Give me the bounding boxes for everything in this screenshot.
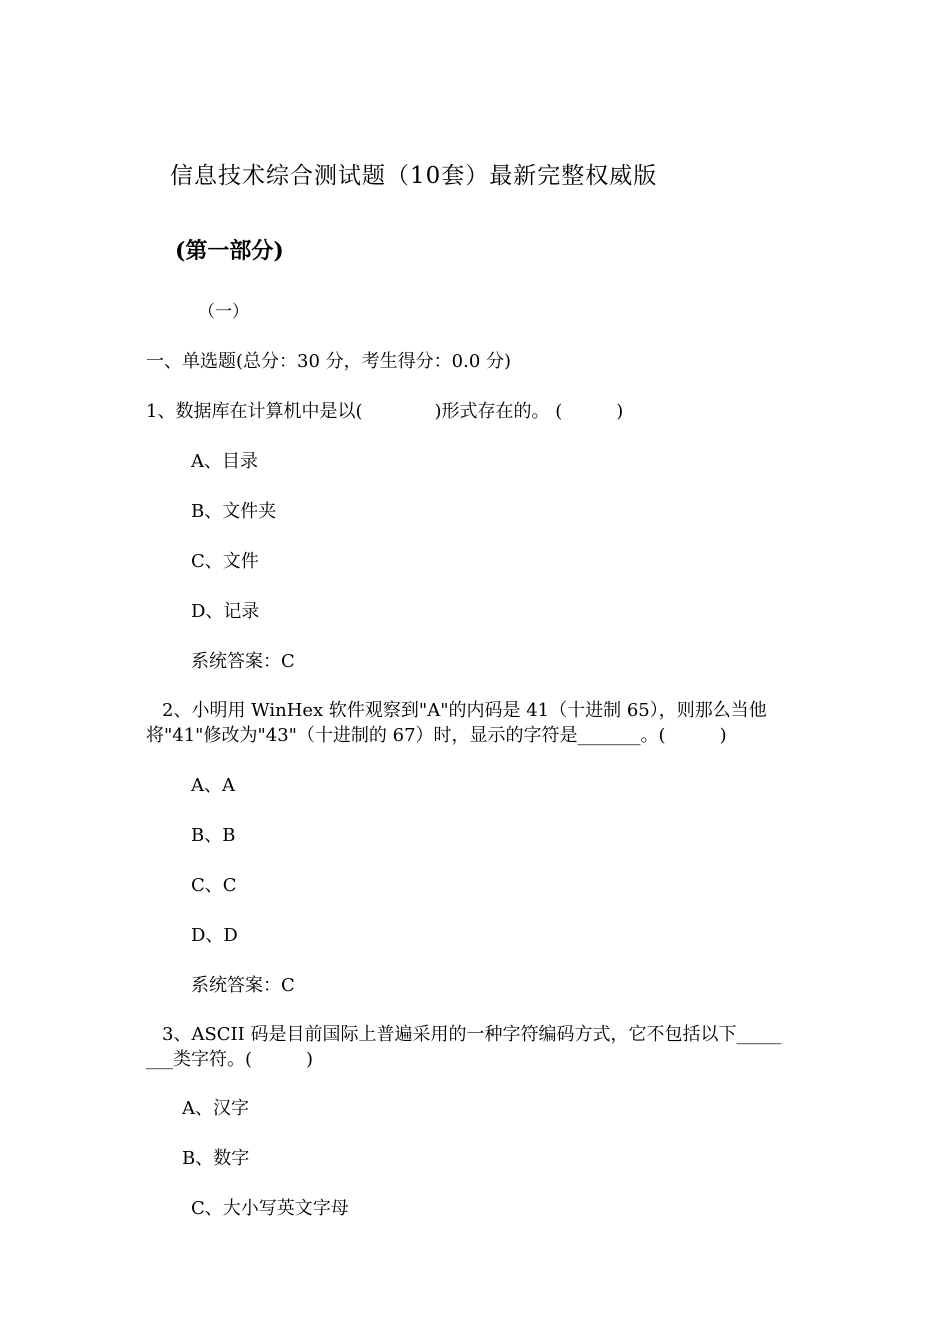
question-2-option-d: D、D	[191, 925, 238, 946]
question-2-option-b: B、B	[191, 825, 236, 846]
question-1-option-c: C、文件	[191, 551, 259, 572]
question-3-stem-line-1: 3、ASCII 码是目前国际上普遍采用的一种字符编码方式，它不包括以下_____	[162, 1024, 782, 1045]
question-1-option-d: D、记录	[191, 601, 260, 622]
question-1-option-b: B、文件夹	[191, 501, 277, 522]
part-heading: (第一部分)	[175, 238, 284, 264]
question-2-stem-line-2: 将"41"修改为"43"（十进制的 67）时，显示的字符是_______。( )	[146, 725, 727, 746]
question-3-stem-line-2: ___类字符。( )	[146, 1049, 314, 1070]
question-1-stem: 1、数据库在计算机中是以( )形式存在的。 ( )	[146, 401, 624, 422]
question-2-option-a: A、A	[191, 775, 235, 796]
question-3-option-a: A、汉字	[182, 1098, 249, 1119]
question-2-stem-line-1: 2、小明用 WinHex 软件观察到"A"的内码是 41（十进制 65），则那么当他	[162, 700, 767, 721]
question-2-option-c: C、C	[191, 875, 237, 896]
section-header: 一、单选题(总分：30 分，考生得分：0.0 分)	[146, 351, 512, 372]
question-1-option-a: A、目录	[191, 451, 258, 472]
question-1-answer: 系统答案：C	[191, 651, 295, 672]
subsection-heading: （一）	[198, 302, 249, 322]
question-3-option-c: C、大小写英文字母	[191, 1198, 349, 1219]
question-3-option-b: B、数字	[182, 1148, 250, 1169]
document-title: 信息技术综合测试题（10套）最新完整权威版	[170, 163, 658, 189]
question-2-answer: 系统答案：C	[191, 975, 295, 996]
